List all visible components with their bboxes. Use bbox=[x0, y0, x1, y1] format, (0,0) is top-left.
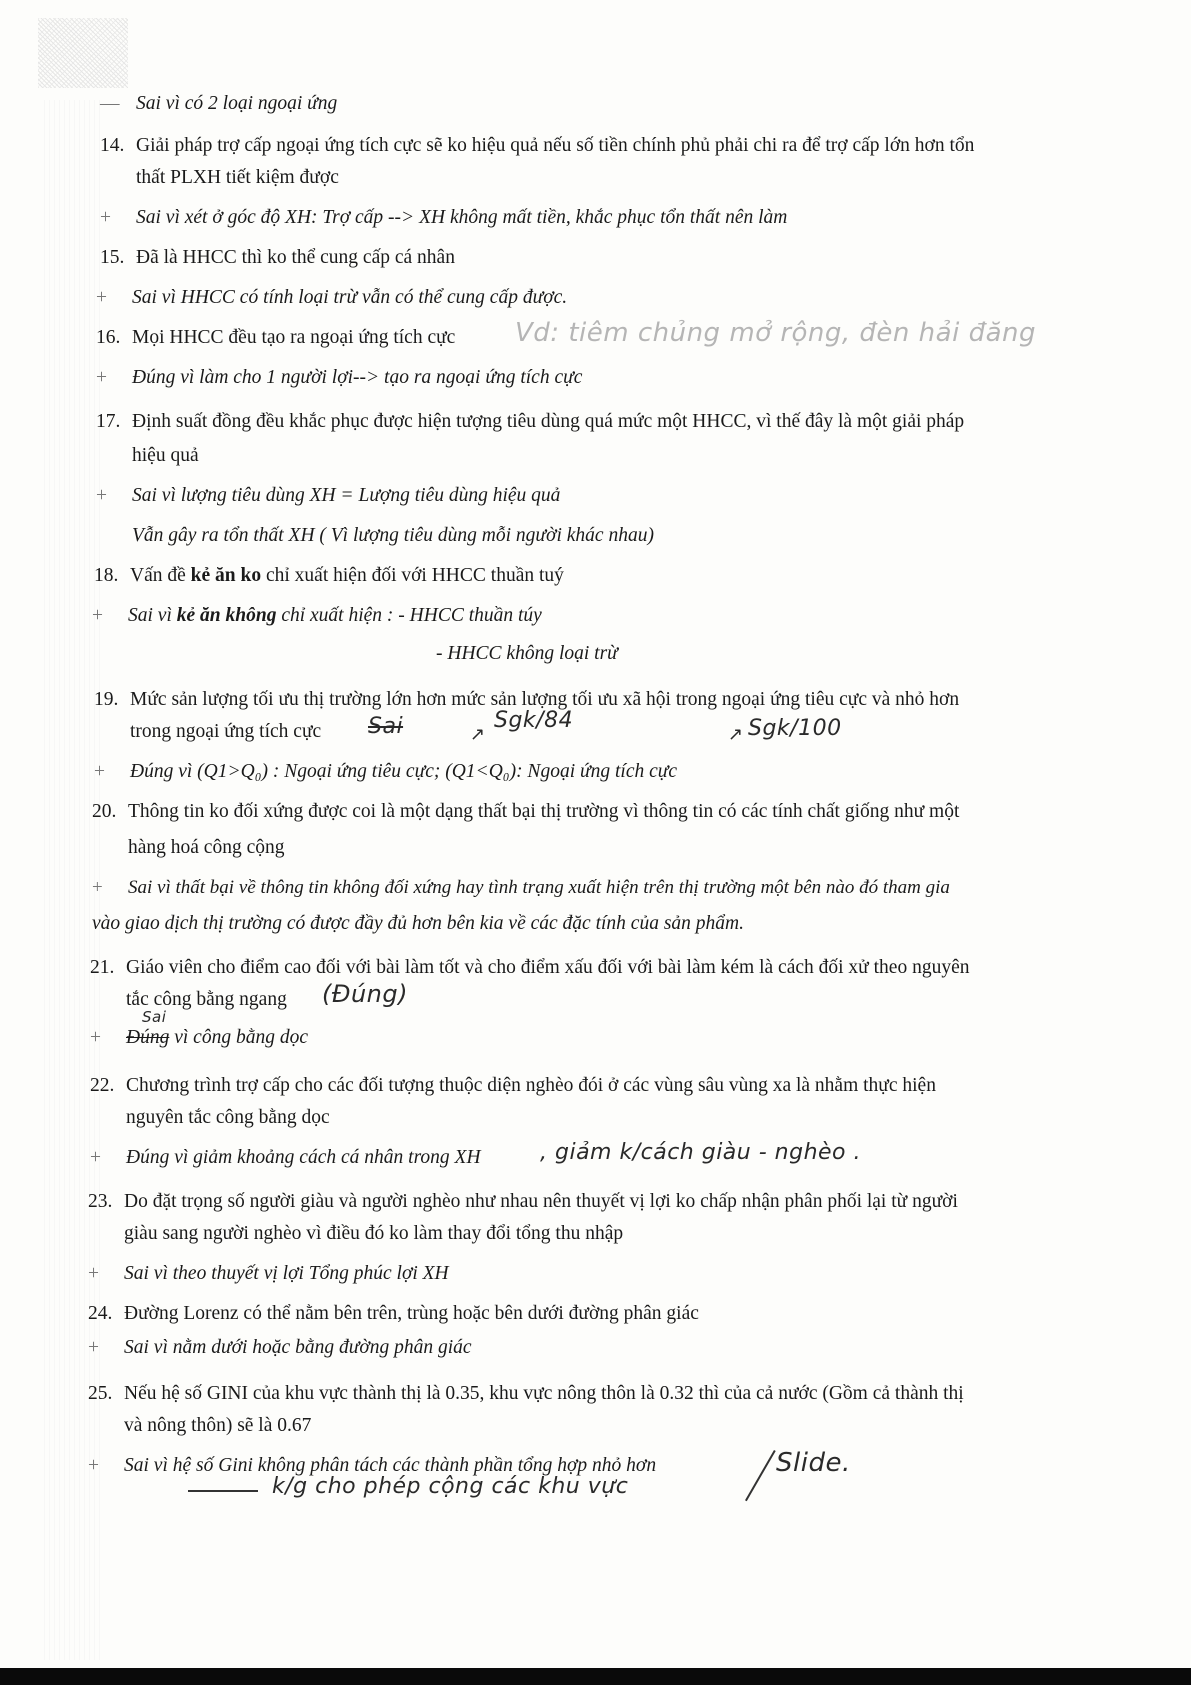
answer-17 bbox=[96, 484, 560, 508]
answer-text: Sai vì nằm dưới hoặc bằng đường phân giác bbox=[124, 1337, 472, 1358]
question-number: 23. bbox=[88, 1191, 113, 1212]
question-20 bbox=[92, 800, 959, 824]
question-14 bbox=[100, 134, 974, 158]
question-text: Giáo viên cho điểm cao đối với bài làm tốt và cho điểm xấu đối với bài làm kém là cách đối xử theo nguyên bbox=[126, 957, 970, 978]
answer-text: vào giao dịch thị trường có được đầy đủ hơn bên kia về các đặc tính của sản phẩm. bbox=[92, 913, 744, 934]
plus-mark: + bbox=[100, 207, 111, 228]
answer-text: Đúng vì làm cho 1 người lợi--> tạo ra ngoại ứng tích cực bbox=[132, 367, 583, 388]
answer-text: Sai vì HHCC có tính loại trừ vẫn có thể cung cấp được. bbox=[132, 287, 568, 308]
question-text: Mức sản lượng tối ưu thị trường lớn hơn mức sản lượng tối ưu xã hội trong ngoại ứng tiêu cực và nhỏ hơn bbox=[130, 689, 960, 710]
scan-noise bbox=[38, 18, 128, 88]
question-22 bbox=[90, 1074, 936, 1098]
question-text: Định suất đồng đều khắc phục được hiện tượng tiêu dùng quá mức một HHCC, vì thế đây là một giải pháp bbox=[132, 411, 965, 432]
answer-text: Sai vì theo thuyết vị lợi Tổng phúc lợi XH bbox=[124, 1263, 449, 1284]
answer-20 bbox=[92, 876, 950, 900]
question-17-cont bbox=[132, 444, 199, 468]
text-run: Vấn đề bbox=[130, 565, 191, 586]
question-text: thất PLXH tiết kiệm được bbox=[136, 167, 339, 188]
caret-mark: ↗ bbox=[728, 724, 744, 745]
question-16 bbox=[96, 326, 455, 350]
handwritten-note-q16: Vd: tiêm chủng mở rộng, đèn hải đăng bbox=[515, 318, 1036, 348]
caret-mark: ↗ bbox=[470, 724, 486, 745]
question-number: 22. bbox=[90, 1075, 115, 1096]
question-number: 21. bbox=[90, 957, 115, 978]
dash-mark: — bbox=[100, 93, 120, 114]
question-17 bbox=[96, 410, 964, 434]
plus-mark: + bbox=[90, 1147, 101, 1168]
handwritten-sai-q19: Sai bbox=[368, 714, 404, 739]
answer-23 bbox=[88, 1262, 449, 1286]
question-text: hiệu quả bbox=[132, 445, 199, 466]
question-text: nguyên tắc công bằng dọc bbox=[126, 1107, 330, 1128]
answer-text: - HHCC không loại trừ bbox=[436, 643, 618, 664]
plus-mark: + bbox=[88, 1455, 99, 1476]
question-number: 15. bbox=[100, 247, 125, 268]
text-run: chỉ xuất hiện đối với HHCC thuần tuý bbox=[261, 565, 564, 586]
question-text: Đường Lorenz có thể nằm bên trên, trùng hoặc bên dưới đường phân giác bbox=[124, 1303, 699, 1324]
question-text: Do đặt trọng số người giàu và người nghèo như nhau nên thuyết vị lợi ko chấp nhận phân phối lại từ người bbox=[124, 1191, 958, 1212]
answer-18 bbox=[92, 604, 542, 628]
bold-term: kẻ ăn không bbox=[176, 605, 277, 626]
question-23-cont bbox=[124, 1222, 623, 1246]
answer-16 bbox=[96, 366, 582, 390]
handwritten-dash-line bbox=[188, 1490, 258, 1492]
answer-14 bbox=[100, 206, 787, 230]
question-number: 24. bbox=[88, 1303, 113, 1324]
text-run: chỉ xuất hiện : - HHCC thuần túy bbox=[276, 605, 542, 626]
bold-term: kẻ ăn ko bbox=[190, 565, 262, 586]
question-25-cont bbox=[124, 1414, 311, 1438]
answer-text: Đúng vì (Q1>Q₀) : Ngoại ứng tiêu cực; (Q1<Q₀): Ngoại ứng tích cực bbox=[130, 761, 678, 782]
answer-text: Sai vì thất bại về thông tin không đối xứng hay tình trạng xuất hiện trên thị trường một bên nào đó tham gia bbox=[128, 877, 950, 898]
question-number: 17. bbox=[96, 411, 121, 432]
handwritten-note-a22: , giảm k/cách giàu - nghèo . bbox=[540, 1140, 861, 1165]
question-24 bbox=[88, 1302, 699, 1326]
question-25 bbox=[88, 1382, 964, 1406]
handwritten-sgk100: Sgk/100 bbox=[748, 716, 842, 741]
question-number: 14. bbox=[100, 135, 125, 156]
question-text: và nông thôn) sẽ là 0.67 bbox=[124, 1415, 312, 1436]
answer-15 bbox=[96, 286, 567, 310]
plus-mark: + bbox=[94, 761, 105, 782]
scan-edge-bar bbox=[0, 1668, 1191, 1685]
answer-line bbox=[100, 92, 337, 116]
answer-17-cont bbox=[132, 524, 654, 548]
answer-text: Sai vì lượng tiêu dùng XH = Lượng tiêu dùng hiệu quả bbox=[132, 485, 561, 506]
handwritten-sai-a21: Sai bbox=[142, 1008, 167, 1026]
answer-text: Sai vì hệ số Gini không phân tách các thành phần tổng hợp nhỏ hơn bbox=[124, 1455, 657, 1476]
answer-21 bbox=[90, 1026, 308, 1050]
question-text: hàng hoá công cộng bbox=[128, 837, 285, 858]
question-23 bbox=[88, 1190, 958, 1214]
question-19-cont bbox=[130, 720, 321, 744]
plus-mark: + bbox=[90, 1027, 101, 1048]
answer-text: Vẫn gây ra tổn thất XH ( Vì lượng tiêu dùng mỗi người khác nhau) bbox=[132, 525, 654, 546]
answer-text: Đúng vì giảm khoảng cách cá nhân trong XH bbox=[126, 1147, 481, 1168]
question-text: tắc công bằng ngang bbox=[126, 989, 287, 1010]
answer-18-cont bbox=[436, 642, 618, 666]
answer-text: Sai vì xét ở góc độ XH: Trợ cấp --> XH không mất tiền, khắc phục tổn thất nên làm bbox=[136, 207, 788, 228]
plus-mark: + bbox=[96, 485, 107, 506]
handwritten-slash bbox=[745, 1450, 776, 1501]
handwritten-slide: Slide. bbox=[776, 1448, 851, 1478]
question-text: Giải pháp trợ cấp ngoại ứng tích cực sẽ ko hiệu quả nếu số tiền chính phủ phải chi ra để trợ cấp lớn hơn tổn bbox=[136, 135, 975, 156]
answer-text: Sai vì có 2 loại ngoại ứng bbox=[136, 93, 338, 114]
handwritten-sgk84: Sgk/84 bbox=[494, 708, 574, 733]
question-15 bbox=[100, 246, 455, 270]
question-text: Thông tin ko đối xứng được coi là một dạng thất bại thị trường vì thông tin có các tính chất giống như một bbox=[128, 801, 960, 822]
question-21 bbox=[90, 956, 969, 980]
question-text: Đã là HHCC thì ko thể cung cấp cá nhân bbox=[136, 247, 455, 268]
plus-mark: + bbox=[88, 1337, 99, 1358]
answer-text: vì công bằng dọc bbox=[169, 1027, 308, 1048]
answer-20-cont bbox=[92, 912, 744, 936]
plus-mark: + bbox=[88, 1263, 99, 1284]
question-22-cont bbox=[126, 1106, 330, 1130]
question-text: Nếu hệ số GINI của khu vực thành thị là 0.35, khu vực nông thôn là 0.32 thì của cả nước (Gồm cả thành thị bbox=[124, 1383, 964, 1404]
plus-mark: + bbox=[92, 605, 103, 626]
answer-19 bbox=[94, 760, 677, 784]
question-number: 19. bbox=[94, 689, 119, 710]
question-14-cont bbox=[136, 166, 339, 190]
plus-mark: + bbox=[96, 287, 107, 308]
struck-word: Đúng bbox=[126, 1027, 170, 1048]
question-text: Chương trình trợ cấp cho các đối tượng thuộc diện nghèo đói ở các vùng sâu vùng xa là nhằm thực hiện bbox=[126, 1075, 936, 1096]
question-18 bbox=[94, 564, 564, 588]
plus-mark: + bbox=[96, 367, 107, 388]
plus-mark: + bbox=[92, 877, 103, 898]
question-text: Mọi HHCC đều tạo ra ngoại ứng tích cực bbox=[132, 327, 456, 348]
question-number: 25. bbox=[88, 1383, 113, 1404]
answer-22 bbox=[90, 1146, 481, 1170]
question-text: trong ngoại ứng tích cực bbox=[130, 721, 322, 742]
question-number: 20. bbox=[92, 801, 117, 822]
question-number: 16. bbox=[96, 327, 121, 348]
text-run: Sai vì bbox=[128, 605, 177, 626]
answer-24 bbox=[88, 1336, 472, 1360]
question-20-cont bbox=[128, 836, 285, 860]
handwritten-dung-q21: (Đúng) bbox=[322, 980, 408, 1008]
question-number: 18. bbox=[94, 565, 119, 586]
question-text: giàu sang người nghèo vì điều đó ko làm thay đổi tổng thu nhập bbox=[124, 1223, 624, 1244]
handwritten-note-a25: k/g cho phép cộng các khu vực bbox=[272, 1474, 629, 1499]
